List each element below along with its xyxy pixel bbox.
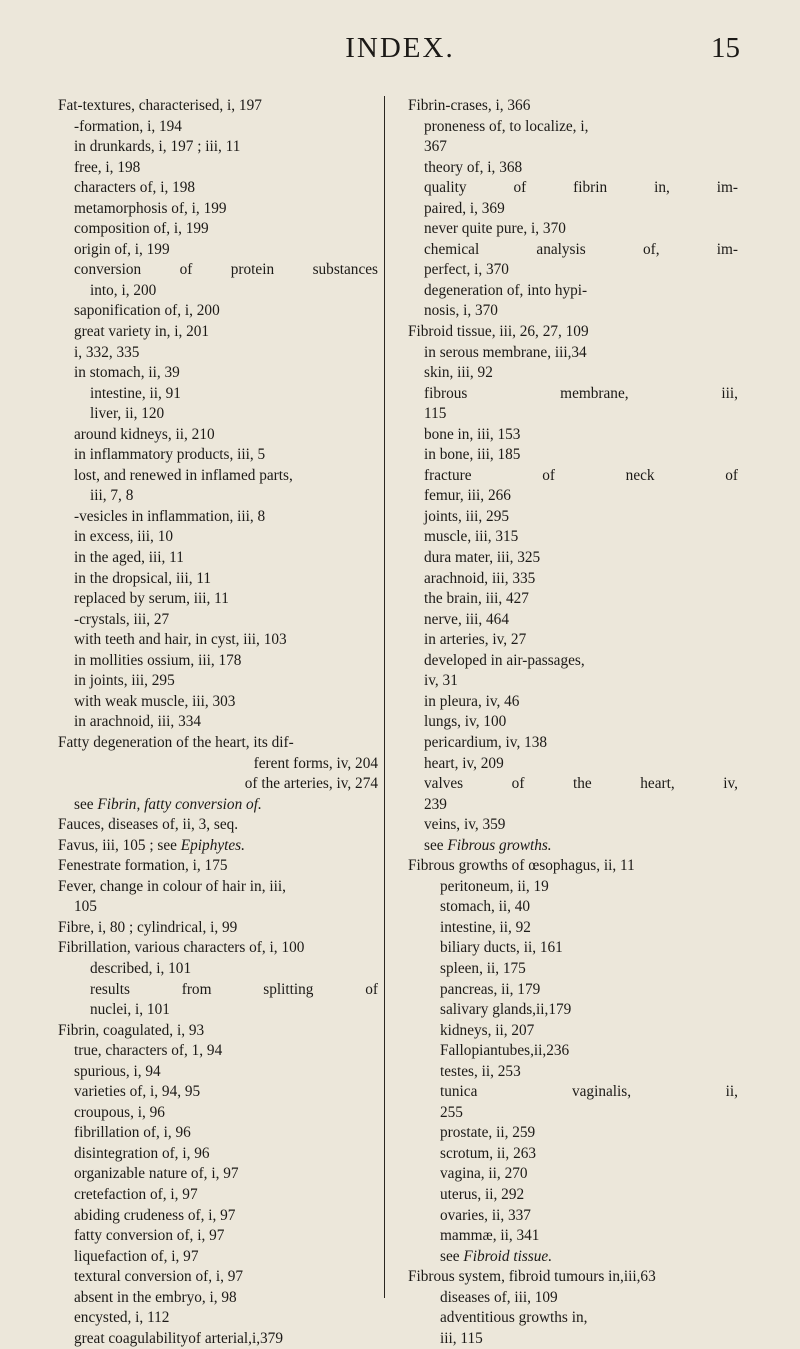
index-subentry (58, 795, 378, 816)
index-subentry (58, 219, 378, 240)
index-subentry (408, 877, 738, 898)
entry-text: saponification of, i, 200 (74, 302, 220, 320)
entry-text: free, i, 198 (74, 158, 141, 176)
index-subentry (408, 651, 738, 672)
index-subentry (408, 219, 738, 240)
entry-text: around kidneys, ii, 210 (74, 425, 215, 443)
entry-text: valves of the heart, iv, (424, 775, 738, 793)
entry-text: Fibrillation, various characters of, i, 100 (58, 939, 305, 957)
entry-text: Fibroid tissue, iii, 26, 27, 109 (408, 323, 589, 341)
index-subentry (408, 774, 738, 795)
entry-text: in the dropsical, iii, 11 (74, 569, 212, 587)
index-subentry (408, 733, 738, 754)
entry-text: 115 (424, 405, 447, 423)
index-subentry (408, 754, 738, 775)
column-divider (384, 96, 385, 1298)
index-subentry (58, 260, 378, 281)
index-entry (58, 1021, 378, 1042)
entry-text: Fauces, diseases of, ii, 3, seq. (58, 816, 239, 834)
entry-text: veins, iv, 359 (424, 816, 506, 834)
index-entry (408, 96, 738, 117)
index-subentry (58, 980, 378, 1001)
index-subentry (58, 178, 378, 199)
entry-text: see (440, 1247, 464, 1265)
entry-text: described, i, 101 (90, 959, 192, 977)
page-title: INDEX. (345, 32, 455, 64)
index-entry (58, 938, 378, 959)
index-subentry (58, 1082, 378, 1103)
entry-text: Fibrous growths of œsophagus, ii, 11 (408, 857, 635, 875)
entry-text: cretefaction of, i, 97 (74, 1185, 198, 1203)
index-subentry (58, 199, 378, 220)
index-subentry (408, 938, 738, 959)
cross-reference: Fibrin, fatty conversion of. (97, 795, 262, 813)
index-subentry (58, 343, 378, 364)
index-subentry (408, 815, 738, 836)
index-subentry (58, 1041, 378, 1062)
index-subentry (58, 466, 378, 487)
index-subentry (58, 404, 378, 425)
entry-text: with teeth and hair, in cyst, iii, 103 (74, 631, 287, 649)
entry-text: organizable nature of, i, 97 (74, 1165, 239, 1183)
index-subentry (408, 1164, 738, 1185)
index-subentry (58, 507, 378, 528)
index-subentry (58, 610, 378, 631)
index-subentry (58, 569, 378, 590)
index-entry (58, 815, 378, 836)
entry-text: pancreas, ii, 179 (440, 980, 541, 998)
index-subentry (58, 1185, 378, 1206)
cross-reference: Fibrous growths. (447, 836, 552, 854)
entry-text: characters of, i, 198 (74, 179, 196, 197)
entry-text: scrotum, ii, 263 (440, 1144, 537, 1162)
index-entry (408, 856, 738, 877)
entry-text: testes, ii, 253 (440, 1062, 521, 1080)
index-subentry (58, 322, 378, 343)
entry-text: peritoneum, ii, 19 (440, 877, 549, 895)
index-subentry (408, 1062, 738, 1083)
index-subentry (408, 507, 738, 528)
entry-text: iii, 115 (440, 1329, 483, 1347)
entry-text: diseases of, iii, 109 (440, 1288, 558, 1306)
cross-reference: Epiphytes. (180, 836, 245, 854)
index-subentry (408, 795, 738, 816)
index-subentry (58, 671, 378, 692)
entry-text: quality of fibrin in, im- (424, 179, 738, 197)
entry-text: uterus, ii, 292 (440, 1185, 525, 1203)
index-subentry (58, 1000, 378, 1021)
entry-text: composition of, i, 199 (74, 220, 209, 238)
index-subentry (58, 1329, 378, 1349)
index-subentry (408, 712, 738, 733)
entry-text: conversion of protein substances (74, 261, 378, 279)
entry-text: in joints, iii, 295 (74, 672, 175, 690)
entry-text: salivary glands,ii,179 (440, 1001, 572, 1019)
entry-text: bone in, iii, 153 (424, 425, 521, 443)
entry-text: great variety in, i, 201 (74, 323, 210, 341)
entry-text: in excess, iii, 10 (74, 528, 173, 546)
index-entry (58, 918, 378, 939)
entry-text: skin, iii, 92 (424, 364, 493, 382)
entry-text: lost, and renewed in inflamed parts, (74, 466, 293, 484)
cross-reference: Fibroid tissue. (463, 1247, 553, 1265)
index-subentry (408, 1288, 738, 1309)
index-subentry (58, 137, 378, 158)
entry-text: dura mater, iii, 325 (424, 549, 541, 567)
entry-text: nosis, i, 370 (424, 302, 498, 320)
entry-text: joints, iii, 295 (424, 507, 509, 525)
entry-text: -formation, i, 194 (74, 117, 182, 135)
index-subentry (58, 527, 378, 548)
index-subentry (58, 548, 378, 569)
entry-text: Fibrous system, fibroid tumours in,iii,63 (408, 1268, 656, 1286)
entry-text: biliary ducts, ii, 161 (440, 939, 563, 957)
index-subentry (58, 240, 378, 261)
index-subentry (408, 199, 738, 220)
entry-text: in serous membrane, iii,34 (424, 343, 587, 361)
index-subentry (408, 158, 738, 179)
entry-text: intestine, ii, 91 (90, 384, 181, 402)
entry-text: perfect, i, 370 (424, 261, 509, 279)
index-subentry (408, 445, 738, 466)
entry-text: metamorphosis of, i, 199 (74, 199, 227, 217)
entry-text: ovaries, ii, 337 (440, 1206, 531, 1224)
index-subentry (408, 466, 738, 487)
entry-text: replaced by serum, iii, 11 (74, 590, 229, 608)
index-subentry (408, 1226, 738, 1247)
entry-text: i, 332, 335 (74, 343, 140, 361)
index-subentry (408, 1206, 738, 1227)
entry-text: Fat-textures, characterised, i, 197 (58, 97, 262, 114)
index-subentry (408, 918, 738, 939)
index-entry (408, 1267, 738, 1288)
entry-text: in arteries, iv, 27 (424, 631, 527, 649)
index-subentry (58, 1308, 378, 1329)
entry-text: 105 (74, 898, 97, 916)
index-subentry (58, 897, 378, 918)
index-subentry (408, 610, 738, 631)
entry-text: adventitious growths in, (440, 1309, 588, 1327)
index-subentry (58, 117, 378, 138)
index-entry (58, 96, 378, 117)
index-subentry (58, 692, 378, 713)
index-subentry (58, 486, 378, 507)
index-subentry (58, 425, 378, 446)
entry-text: Fibrin, coagulated, i, 93 (58, 1021, 205, 1039)
index-subentry (58, 754, 378, 775)
index-subentry (58, 363, 378, 384)
index-subentry (408, 897, 738, 918)
index-entry (58, 856, 378, 877)
entry-text: the brain, iii, 427 (424, 590, 529, 608)
index-subentry (408, 671, 738, 692)
entry-text: intestine, ii, 92 (440, 918, 531, 936)
entry-text: pericardium, iv, 138 (424, 733, 548, 751)
index-entry (408, 322, 738, 343)
entry-text: prostate, ii, 259 (440, 1124, 536, 1142)
entry-text: textural conversion of, i, 97 (74, 1268, 244, 1286)
entry-text: croupous, i, 96 (74, 1103, 165, 1121)
entry-text: encysted, i, 112 (74, 1309, 170, 1327)
index-entry (58, 733, 378, 754)
index-subentry (58, 1267, 378, 1288)
page-header (60, 24, 740, 74)
index-subentry (408, 404, 738, 425)
index-subentry (408, 527, 738, 548)
entry-text: heart, iv, 209 (424, 754, 504, 772)
entry-text: Fallopiantubes,ii,236 (440, 1042, 570, 1060)
index-subentry (408, 240, 738, 261)
entry-text: nuclei, i, 101 (90, 1001, 170, 1019)
index-subentry (58, 589, 378, 610)
entry-text: origin of, i, 199 (74, 240, 170, 258)
entry-text: in mollities ossium, iii, 178 (74, 651, 242, 669)
entry-text: Fibre, i, 80 ; cylindrical, i, 99 (58, 918, 238, 936)
index-subentry (408, 1103, 738, 1124)
entry-text: of the arteries, iv, 274 (244, 775, 378, 793)
entry-text: never quite pure, i, 370 (424, 220, 566, 238)
entry-text: muscle, iii, 315 (424, 528, 519, 546)
index-subentry (58, 445, 378, 466)
entry-text: chemical analysis of, im- (424, 240, 738, 258)
index-subentry (408, 137, 738, 158)
entry-text: into, i, 200 (90, 281, 157, 299)
entry-text: stomach, ii, 40 (440, 898, 531, 916)
entry-text: -vesicles in inflammation, iii, 8 (74, 507, 266, 525)
entry-text: liquefaction of, i, 97 (74, 1247, 199, 1265)
index-subentry (408, 117, 738, 138)
entry-text: iii, 7, 8 (90, 487, 134, 505)
index-subentry (408, 260, 738, 281)
index-subentry (408, 1082, 738, 1103)
entry-text: fibrillation of, i, 96 (74, 1124, 191, 1142)
index-subentry (58, 1164, 378, 1185)
entry-text: results from splitting of (90, 980, 378, 998)
entry-text: lungs, iv, 100 (424, 713, 507, 731)
entry-text: absent in the embryo, i, 98 (74, 1288, 237, 1306)
entry-text: mammæ, ii, 341 (440, 1227, 540, 1245)
index-entry (58, 836, 378, 857)
index-subentry (408, 836, 738, 857)
entry-text: Fibrin-crases, i, 366 (408, 97, 531, 114)
index-subentry (58, 301, 378, 322)
entry-text: kidneys, ii, 207 (440, 1021, 535, 1039)
index-subentry (408, 569, 738, 590)
index-subentry (58, 959, 378, 980)
index-column-left (58, 96, 378, 1349)
index-subentry (408, 1185, 738, 1206)
entry-text: fracture of neck of (424, 466, 738, 484)
entry-text: 367 (424, 138, 447, 156)
index-subentry (408, 281, 738, 302)
index-subentry (408, 1308, 738, 1329)
entry-text: degeneration of, into hypi- (424, 281, 588, 299)
index-subentry (58, 1103, 378, 1124)
index-subentry (408, 548, 738, 569)
index-subentry (408, 959, 738, 980)
entry-text: tunica vaginalis, ii, (440, 1083, 738, 1101)
index-subentry (408, 1144, 738, 1165)
entry-text: true, characters of, 1, 94 (74, 1042, 223, 1060)
index-subentry (58, 774, 378, 795)
entry-text: arachnoid, iii, 335 (424, 569, 536, 587)
entry-text: liver, ii, 120 (90, 405, 165, 423)
index-subentry (408, 1329, 738, 1349)
entry-text: varieties of, i, 94, 95 (74, 1083, 201, 1101)
entry-text: theory of, i, 368 (424, 158, 523, 176)
entry-text: developed in air-passages, (424, 651, 585, 669)
entry-text: disintegration of, i, 96 (74, 1144, 210, 1162)
entry-text: see (424, 836, 448, 854)
entry-text: with weak muscle, iii, 303 (74, 692, 236, 710)
index-subentry (408, 1000, 738, 1021)
entry-text: in inflammatory products, iii, 5 (74, 446, 266, 464)
entry-text: fatty conversion of, i, 97 (74, 1227, 225, 1245)
entry-text: in pleura, iv, 46 (424, 692, 520, 710)
entry-text: Fatty degeneration of the heart, its dif- (58, 733, 294, 751)
entry-text: in drunkards, i, 197 ; iii, 11 (74, 138, 241, 156)
entry-text: paired, i, 369 (424, 199, 505, 217)
index-subentry (408, 343, 738, 364)
index-subentry (408, 630, 738, 651)
entry-text: in bone, iii, 185 (424, 446, 521, 464)
entry-text: vagina, ii, 270 (440, 1165, 528, 1183)
entry-text: in stomach, ii, 39 (74, 364, 180, 382)
index-subentry (408, 384, 738, 405)
index-entry (58, 877, 378, 898)
entry-text: 239 (424, 795, 447, 813)
entry-text: proneness of, to localize, i, (424, 117, 589, 135)
index-subentry (58, 158, 378, 179)
index-subentry (408, 692, 738, 713)
index-subentry (58, 712, 378, 733)
entry-text: in the aged, iii, 11 (74, 549, 184, 567)
index-subentry (58, 1062, 378, 1083)
entry-text: femur, iii, 266 (424, 487, 511, 505)
index-subentry (408, 425, 738, 446)
index-subentry (408, 301, 738, 322)
entry-text: spurious, i, 94 (74, 1062, 161, 1080)
index-subentry (58, 1123, 378, 1144)
entry-text: 255 (440, 1103, 463, 1121)
index-subentry (58, 1226, 378, 1247)
index-subentry (58, 384, 378, 405)
index-subentry (408, 363, 738, 384)
entry-text: nerve, iii, 464 (424, 610, 509, 628)
entry-text: fibrous membrane, iii, (424, 384, 738, 402)
entry-text: see (74, 795, 98, 813)
index-subentry (58, 651, 378, 672)
index-subentry (408, 589, 738, 610)
index-subentry (58, 1288, 378, 1309)
entry-text: Fenestrate formation, i, 175 (58, 857, 228, 875)
entry-text: iv, 31 (424, 672, 458, 690)
entry-text: -crystals, iii, 27 (74, 610, 170, 628)
entry-text: abiding crudeness of, i, 97 (74, 1206, 236, 1224)
index-column-right (408, 96, 738, 1349)
index-subentry (408, 1041, 738, 1062)
entry-text: Favus, iii, 105 ; see (58, 836, 181, 854)
entry-text: in arachnoid, iii, 334 (74, 713, 202, 731)
entry-text: great coagulabilityof arterial,i,379 (74, 1329, 283, 1347)
index-subentry (408, 486, 738, 507)
page-number: 15 (711, 32, 740, 64)
index-subentry (408, 1247, 738, 1268)
index-subentry (408, 1021, 738, 1042)
entry-text: Fever, change in colour of hair in, iii, (58, 877, 286, 895)
index-subentry (408, 178, 738, 199)
index-subentry (408, 980, 738, 1001)
entry-text: spleen, ii, 175 (440, 959, 526, 977)
index-subentry (58, 1206, 378, 1227)
index-subentry (58, 1144, 378, 1165)
index-subentry (408, 1123, 738, 1144)
entry-text: ferent forms, iv, 204 (253, 754, 378, 772)
index-subentry (58, 630, 378, 651)
index-subentry (58, 281, 378, 302)
index-subentry (58, 1247, 378, 1268)
